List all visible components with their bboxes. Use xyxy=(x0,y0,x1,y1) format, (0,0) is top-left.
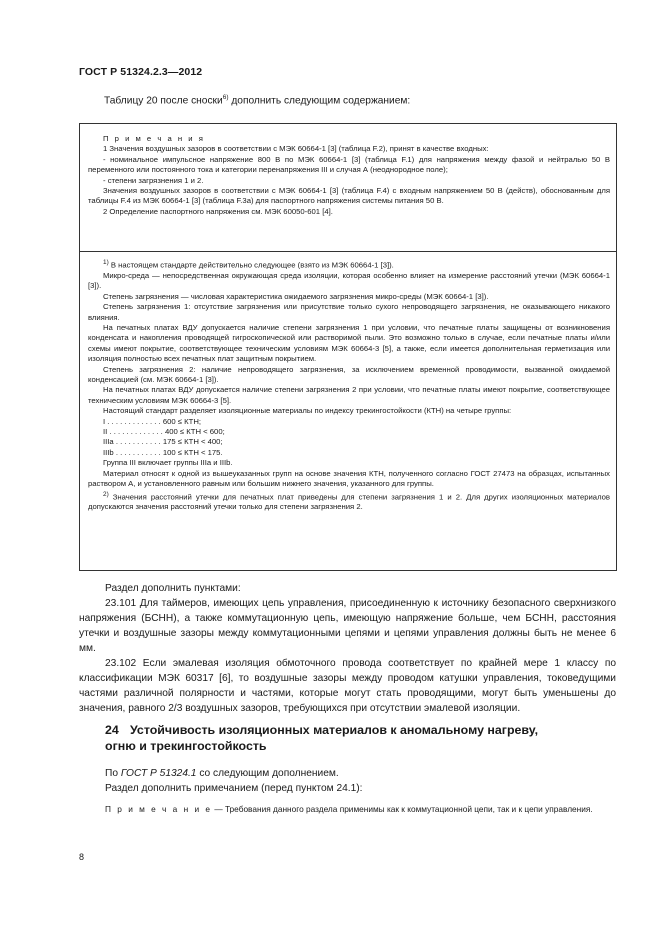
material-para: Материал относят к одной из вышеуказанных групп на основе значения КТН, полученного согласно ГОСТ 27473 на образцах, испытанных раствором А, и установленного равным или большим нижнего значения, указанного для группы. xyxy=(88,468,610,489)
notes-block xyxy=(88,134,610,217)
ktn-group-row xyxy=(88,417,610,427)
note-text: — Требования данного раздела применимы как к коммутационной цепи, так и к цепи управления. xyxy=(212,804,593,814)
ktn-group-dots: . . . . . . . . . . . xyxy=(113,447,161,457)
footnote-para: Микро-среда — непосредственная окружающая среда изоляции, которая особенно влияет на измерение расстояний утечки (МЭК 60664-1 [3]). xyxy=(88,270,610,291)
footnote-para: Настоящий стандарт разделяет изоляционные материалы по индексу трекингостойкости (КТН) на четыре группы: xyxy=(103,406,512,416)
note-item: 2 Определение паспортного напряжения см. МЭК 60050-601 [4]. xyxy=(103,206,333,216)
section-24-reference xyxy=(79,766,616,781)
section-24-note-lead: Раздел дополнить примечанием (перед пунктом 24.1): xyxy=(105,783,363,794)
note-label: П р и м е ч а н и е xyxy=(105,804,213,814)
footnote-para: Степень загрязнения 1: отсутствие загрязнения или присутствие только сухого непроводящего загрязнения, не оказывающего никакого влияния. xyxy=(88,302,610,322)
note-item: 1 Значения воздушных зазоров в соответствии с МЭК 60664-1 [3] (таблица F.2), принят в качестве входных: xyxy=(103,144,489,154)
note-item: - номинальное импульсное напряжение 800 В по МЭК 60664-1 [3] (таблица F.1) для напряжения между фазой и нейтралью 50 В переменного или постоянного тока и категории перенапряжения III и случая А (неоднородное поле); xyxy=(88,154,610,175)
intro-text-end: дополнить следующим содержанием: xyxy=(228,95,411,107)
ref-post: со следующим дополнением. xyxy=(196,768,339,779)
ktn-group-dots: . . . . . . . . . . . . . xyxy=(105,416,161,426)
page-number: 8 xyxy=(79,852,85,862)
footnote-1-mark: 1) xyxy=(103,259,109,266)
footnote-para: На печатных платах ВДУ допускается наличие степени загрязнения 1 при условии, что печатные платы защищены от возникновения конденсата и накопления проводящей гигроскопической или растворимой пыли. Это возможно только в случае, если печатные платы и/или схемы имеют покрытие, соответствующее техническим условиям МЭК 60664-3 [5], а также, если имеется дополнительная герметизация или изоляция полностью всех печатных плат защитным покрытием. xyxy=(88,323,610,364)
footnote-1-text: В настоящем стандарте действительно следующее (взято из МЭК 60664-1 [3]). xyxy=(108,260,394,270)
ktn-group-dots: . . . . . . . . . . . . . xyxy=(107,427,163,437)
footnote-1 xyxy=(88,258,610,271)
section-24-heading xyxy=(79,722,538,754)
footnote-2-mark: 2) xyxy=(103,490,109,498)
section-24-note xyxy=(79,803,616,816)
footnote-2 xyxy=(88,490,610,513)
section-24-title-2: огню и трекингостойкость xyxy=(105,739,267,753)
footnote-para: Степень загрязнения — числовая характеристика ожидаемого загрязнения микро-среды (МЭК 60664-1 [3]). xyxy=(103,291,489,301)
intro-text: Таблицу 20 после сноски xyxy=(104,95,223,107)
ref-standard: ГОСТ Р 51324.1 xyxy=(120,768,197,779)
note-item: Значения воздушных зазоров в соответствии с МЭК 60664-1 [3] (таблица F.4) с входным напряжением 50 В (действ), обоснованным для таблицы F.4 из МЭК 60664-1 [3] (таблица F.3а) для паспортного напряжения системы питания 50 В. xyxy=(88,186,610,206)
footnote-para: На печатных платах ВДУ допускается наличие степени загрязнения 2 при условии, что печатные платы имеют покрытие, соответствующее техническим условиям МЭК 60664-3 [5]. xyxy=(88,385,610,405)
ktn-group-row xyxy=(88,448,610,458)
notes-title: П р и м е ч а н и я xyxy=(103,134,205,143)
ktn-group-row xyxy=(88,427,610,437)
section-24-number: 24 xyxy=(105,723,119,737)
section-23-additions xyxy=(79,581,616,716)
ktn-group-value: 600 ≤ КТН; xyxy=(162,416,202,426)
additions-lead: Раздел дополнить пунктами: xyxy=(105,583,241,594)
footnotes-block xyxy=(88,258,610,513)
box-divider xyxy=(80,251,616,252)
clause-23-101: 23.101 Для таймеров, имеющих цепь управления, присоединенную к источнику безопасного сверхнизкого напряжения (БСНН), а также коммутационную цепь, имеющую напряжение больше, чем БСНН, расстояния утечки и воздушные зазоры между коммутационными цепями и цепями управления должны быть не менее 6 мм. xyxy=(79,598,616,654)
ktn-group-row xyxy=(88,437,610,447)
note-item: - степени загрязнения 1 и 2. xyxy=(103,175,204,185)
section-24-line1 xyxy=(79,722,538,738)
intro-footnote-ref: 6) xyxy=(222,94,229,101)
ktn-group-value: 100 ≤ КТН < 175. xyxy=(162,447,223,457)
section-24-body xyxy=(79,766,616,796)
section-24-title-1: Устойчивость изоляционных материалов к аномальному нагреву, xyxy=(130,723,539,737)
ktn-group-dots: . . . . . . . . . . . xyxy=(113,437,161,447)
ktn-group-value: 400 ≤ КТН < 600; xyxy=(164,427,225,437)
ktn-group-name: IIIb xyxy=(103,447,114,457)
footnote-para: Степень загрязнения 2: наличие непроводящего загрязнения, за исключением временной проводимости, вызванной ожидаемой конденсацией (см. МЭК 60664-1 [3]). xyxy=(88,364,610,385)
ref-pre: По xyxy=(105,768,121,779)
intro-line xyxy=(104,94,410,106)
ktn-group-value: 175 ≤ КТН < 400; xyxy=(162,437,223,447)
document-header: ГОСТ Р 51324.2.3—2012 xyxy=(79,66,203,78)
ktn-group-name: II xyxy=(103,427,108,437)
section-24-note-para xyxy=(79,803,616,816)
group-note: Группа III включает группы IIIа и IIIb. xyxy=(103,458,233,468)
clause-23-102: 23.102 Если эмалевая изоляция обмоточного провода соответствует по крайней мере 1 классу по классификации МЭК 60317 [6], то воздушные зазоры между проводом катушки управления, токоведущими частями различной полярности и частями, которые могут стать проводящими, могут быть уменьшены до значения, равного 2/3 воздушных зазоров, требующихся при отсутствии эмалевой изоляции. xyxy=(79,658,616,714)
ktn-group-name: IIIa xyxy=(103,437,114,447)
footnote-2-text: Значения расстояний утечки для печатных плат приведены для степени загрязнения 1 и 2. Для других изоляционных материалов допускаются значения расстояний утечки только для степени загрязнения 2. xyxy=(88,492,610,512)
table-addition-box xyxy=(79,123,617,571)
ktn-group-name: I xyxy=(103,416,106,426)
